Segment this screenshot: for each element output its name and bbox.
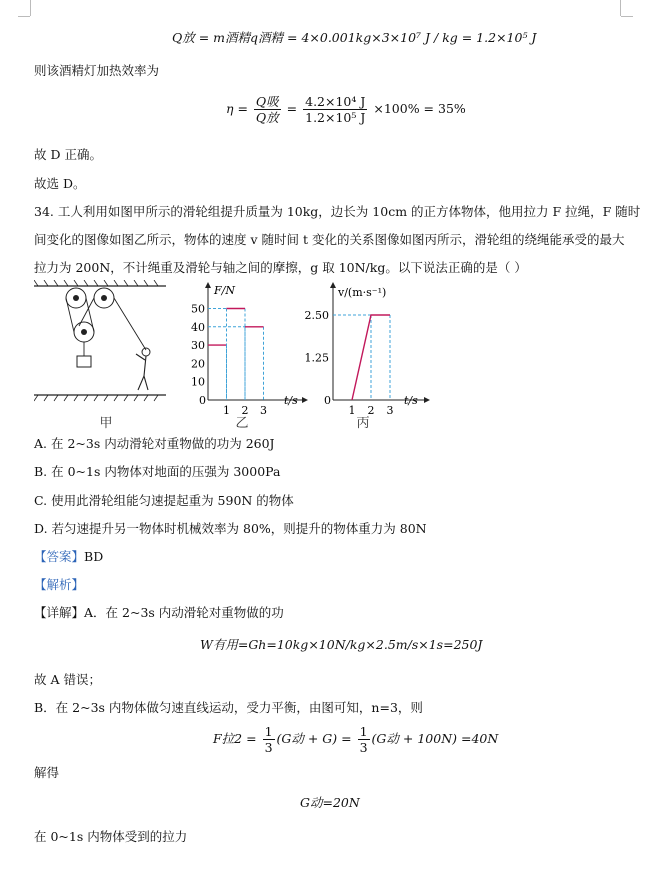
bing-y-tick: 2.50 bbox=[304, 309, 329, 322]
yi-y-tick: 20 bbox=[191, 357, 205, 371]
frac2-num: 4.2×10⁴ J bbox=[305, 94, 366, 109]
yi-y-tick: 10 bbox=[191, 375, 205, 389]
velocity-time-chart bbox=[300, 280, 430, 430]
detail-label: 【详解】 bbox=[34, 605, 85, 620]
bing-x-tick: 3 bbox=[386, 404, 394, 417]
last-line: 在 0~1s 内物体受到的拉力 bbox=[34, 829, 188, 844]
label-yi: 乙 bbox=[235, 416, 249, 430]
bing-origin: 0 bbox=[324, 394, 331, 407]
option-b: B. 在 0~1s 内物体对地面的压强为 3000Pa bbox=[34, 464, 281, 479]
analysis-label: 【解析】 bbox=[34, 577, 85, 592]
page-corner-left-h bbox=[18, 16, 30, 17]
option-a: A. 在 2~3s 内动滑轮对重物做的功为 260J bbox=[34, 436, 275, 451]
formula-f bbox=[213, 722, 498, 756]
bing-y-tick: 1.25 bbox=[304, 351, 329, 365]
answer-line bbox=[34, 549, 103, 565]
formula-f-mid: (G动 + G) = bbox=[276, 731, 352, 746]
formula-g: G动=20N bbox=[300, 795, 360, 810]
answer-label: 【答案】 bbox=[34, 549, 85, 564]
yi-x-axis-label: t/s bbox=[284, 394, 298, 407]
yi-y-axis-label: F/N bbox=[214, 284, 235, 297]
bing-x-tick: 1 bbox=[348, 404, 356, 417]
efficiency-formula bbox=[226, 92, 466, 126]
formula-f-right: (G动 + 100N) =40N bbox=[371, 731, 499, 746]
detail-line bbox=[34, 605, 284, 621]
b-text: B．在 2~3s 内物体做匀速直线运动，受力平衡，由图可知，n=3，则 bbox=[34, 700, 423, 715]
eta-symbol: η = bbox=[226, 101, 248, 116]
option-c: C. 使用此滑轮组能匀速提起重为 590N 的物体 bbox=[34, 493, 294, 508]
efficiency-fraction-1 bbox=[254, 94, 281, 125]
frac1-num: Q吸 bbox=[255, 94, 279, 109]
d-correct: 故 D 正确。 bbox=[34, 147, 102, 162]
detail-text: A．在 2~3s 内动滑轮对重物做的功 bbox=[84, 605, 284, 620]
yi-y-tick: 30 bbox=[191, 339, 205, 353]
frac1-den: Q放 bbox=[255, 110, 279, 125]
question-line-2: 间变化的图像如图乙所示，物体的速度 v 随时间 t 变化的关系图像如图丙所示，滑轮组的绕绳能承受的最大 bbox=[34, 232, 625, 247]
answer-value: BD bbox=[84, 549, 104, 564]
efficiency-intro: 则该酒精灯加热效率为 bbox=[34, 63, 160, 78]
label-bing: 丙 bbox=[356, 416, 370, 430]
yi-y-tick: 50 bbox=[191, 302, 205, 316]
option-d: D. 若匀速提升另一物体时机械效率为 80%，则提升的物体重力为 80N bbox=[34, 521, 427, 536]
pulley-diagram bbox=[34, 280, 174, 430]
frac-b-num: 1 bbox=[359, 724, 368, 739]
force-time-chart bbox=[182, 280, 312, 430]
question-line-3: 拉力为 200N，不计绳重及滑轮与轴之间的摩擦，g 取 10N/kg。以下说法正确的是（ ） bbox=[34, 260, 527, 275]
page-corner-right-h bbox=[621, 16, 633, 17]
frac-b-den: 3 bbox=[359, 740, 368, 755]
a-wrong: 故 A 错误； bbox=[34, 672, 101, 687]
yi-origin: 0 bbox=[199, 394, 206, 407]
fraction-one-third-a bbox=[263, 724, 275, 755]
efficiency-fraction-2 bbox=[303, 94, 367, 125]
formula-w: W有用=Gh=10kg×10N/kg×2.5m/s×1s=250J bbox=[200, 637, 483, 652]
frac-a-num: 1 bbox=[264, 724, 273, 739]
label-jia: 甲 bbox=[99, 416, 113, 430]
yi-x-tick: 1 bbox=[223, 404, 230, 417]
formula-f-left: F拉2 = bbox=[213, 731, 257, 746]
bing-x-axis-label: t/s bbox=[404, 394, 418, 407]
equals: = bbox=[286, 101, 298, 116]
choose-d: 故选 D。 bbox=[34, 176, 86, 191]
bing-x-tick: 2 bbox=[367, 404, 375, 417]
question-line-1: 34. 工人利用如图甲所示的滑轮组提升质量为 10kg，边长为 10cm 的正方体物体，他用拉力 F 拉绳，F 随时 bbox=[34, 204, 641, 219]
fraction-one-third-b bbox=[358, 724, 370, 755]
yi-x-tick: 3 bbox=[260, 404, 267, 417]
page-corner-left bbox=[30, 0, 31, 16]
yi-x-tick: 2 bbox=[241, 404, 249, 417]
frac2-den: 1.2×10⁵ J bbox=[305, 110, 366, 125]
frac-a-den: 3 bbox=[264, 740, 273, 755]
efficiency-tail: ×100% = 35% bbox=[373, 101, 466, 116]
yi-y-tick: 40 bbox=[191, 320, 205, 334]
formula-q-release: Q放 = m酒精q酒精 = 4×0.001kg×3×10⁷ J / kg = 1.2×10⁵ J bbox=[172, 30, 537, 45]
solve-label: 解得 bbox=[34, 765, 60, 780]
page-corner-right bbox=[620, 0, 621, 16]
bing-y-axis-label: v/(m·s⁻¹) bbox=[338, 286, 387, 299]
